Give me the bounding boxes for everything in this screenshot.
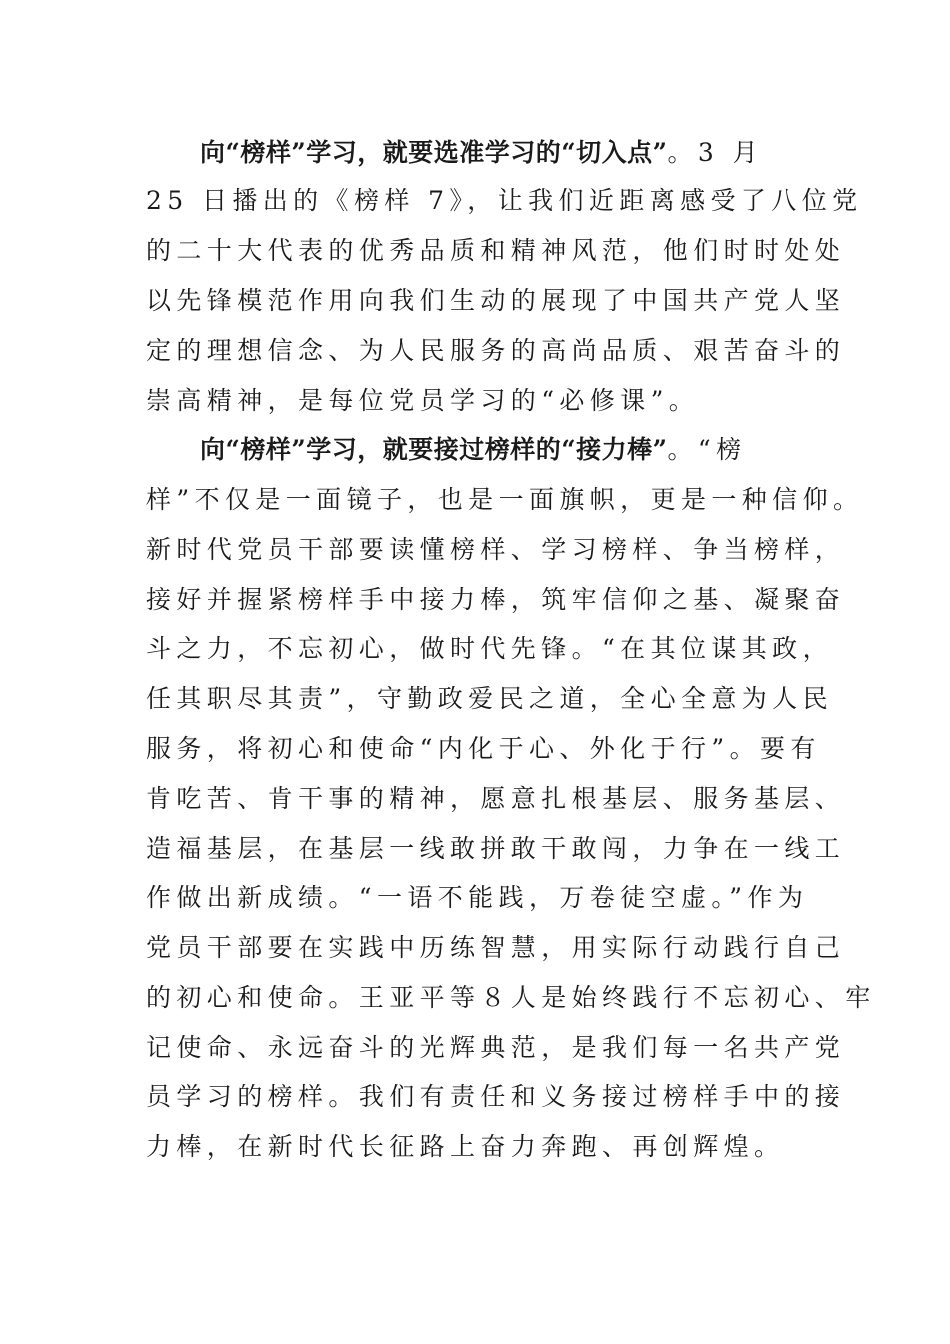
paragraph-2-line-2: 样”不仅是一面镜子，也是一面旗帜，更是一种信仰。 [146,485,864,514]
paragraph-1-line-1-rest: 。3 月 [667,138,763,167]
paragraph-2-line-1 [200,435,806,465]
paragraph-2-line-7: 服务，将初心和使命“内化于心、外化于行”。要有 [146,734,821,763]
paragraph-2-line-14: 员学习的榜样。我们有责任和义务接过榜样手中的接 [146,1082,846,1111]
paragraph-2-line-15: 力棒，在新时代长征路上奋力奔跑、再创辉煌。 [146,1132,785,1161]
paragraph-2-line-6: 任其职尽其责”，守勤政爱民之道，全心全意为人民 [146,684,833,713]
paragraph-2-line-8: 肯吃苦、肯干事的精神，愿意扎根基层、服务基层、 [146,784,846,813]
paragraph-2-line-4: 接好并握紧榜样手中接力棒，筑牢信仰之基、凝聚奋 [146,585,846,614]
paragraph-2-line-1-rest: 。“榜 [667,435,747,464]
paragraph-1-lead: 向“榜样”学习，就要选准学习的“切入点” [200,138,668,167]
paragraph-1-line-3: 的二十大代表的优秀品质和精神风范，他们时时处处 [146,236,846,265]
paragraph-2-line-11: 党员干部要在实践中历练智慧，用实际行动践行自己 [146,933,846,962]
paragraph-2-line-5: 斗之力，不忘初心，做时代先锋。“在其位谋其政， [146,634,833,663]
paragraph-2-lead: 向“榜样”学习，就要接过榜样的“接力棒” [200,435,668,464]
paragraph-2-line-12: 的初心和使命。王亚平等８人是始终践行不忘初心、牢 [146,983,876,1012]
paragraph-1-line-4: 以先锋模范作用向我们生动的展现了中国共产党人坚 [146,286,846,315]
paragraph-2-line-10: 作做出新成绩。“一语不能践，万卷徒空虚。”作为 [146,883,809,912]
paragraph-1-line-5: 定的理想信念、为人民服务的高尚品质、艰苦奋斗的 [146,336,846,365]
paragraph-2-line-13: 记使命、永远奋斗的光辉典范，是我们每一名共产党 [146,1033,846,1062]
paragraph-2-line-9: 造福基层，在基层一线敢拼敢干敢闯，力争在一线工 [146,834,846,863]
paragraph-1-line-6: 崇高精神，是每位党员学习的“必修课”。 [146,386,700,415]
paragraph-1-line-2: 25 日播出的《榜样 7》，让我们近距离感受了八位党 [146,186,863,215]
paragraph-1-line-1 [200,138,806,168]
paragraph-2-line-3: 新时代党员干部要读懂榜样、学习榜样、争当榜样， [146,535,846,564]
